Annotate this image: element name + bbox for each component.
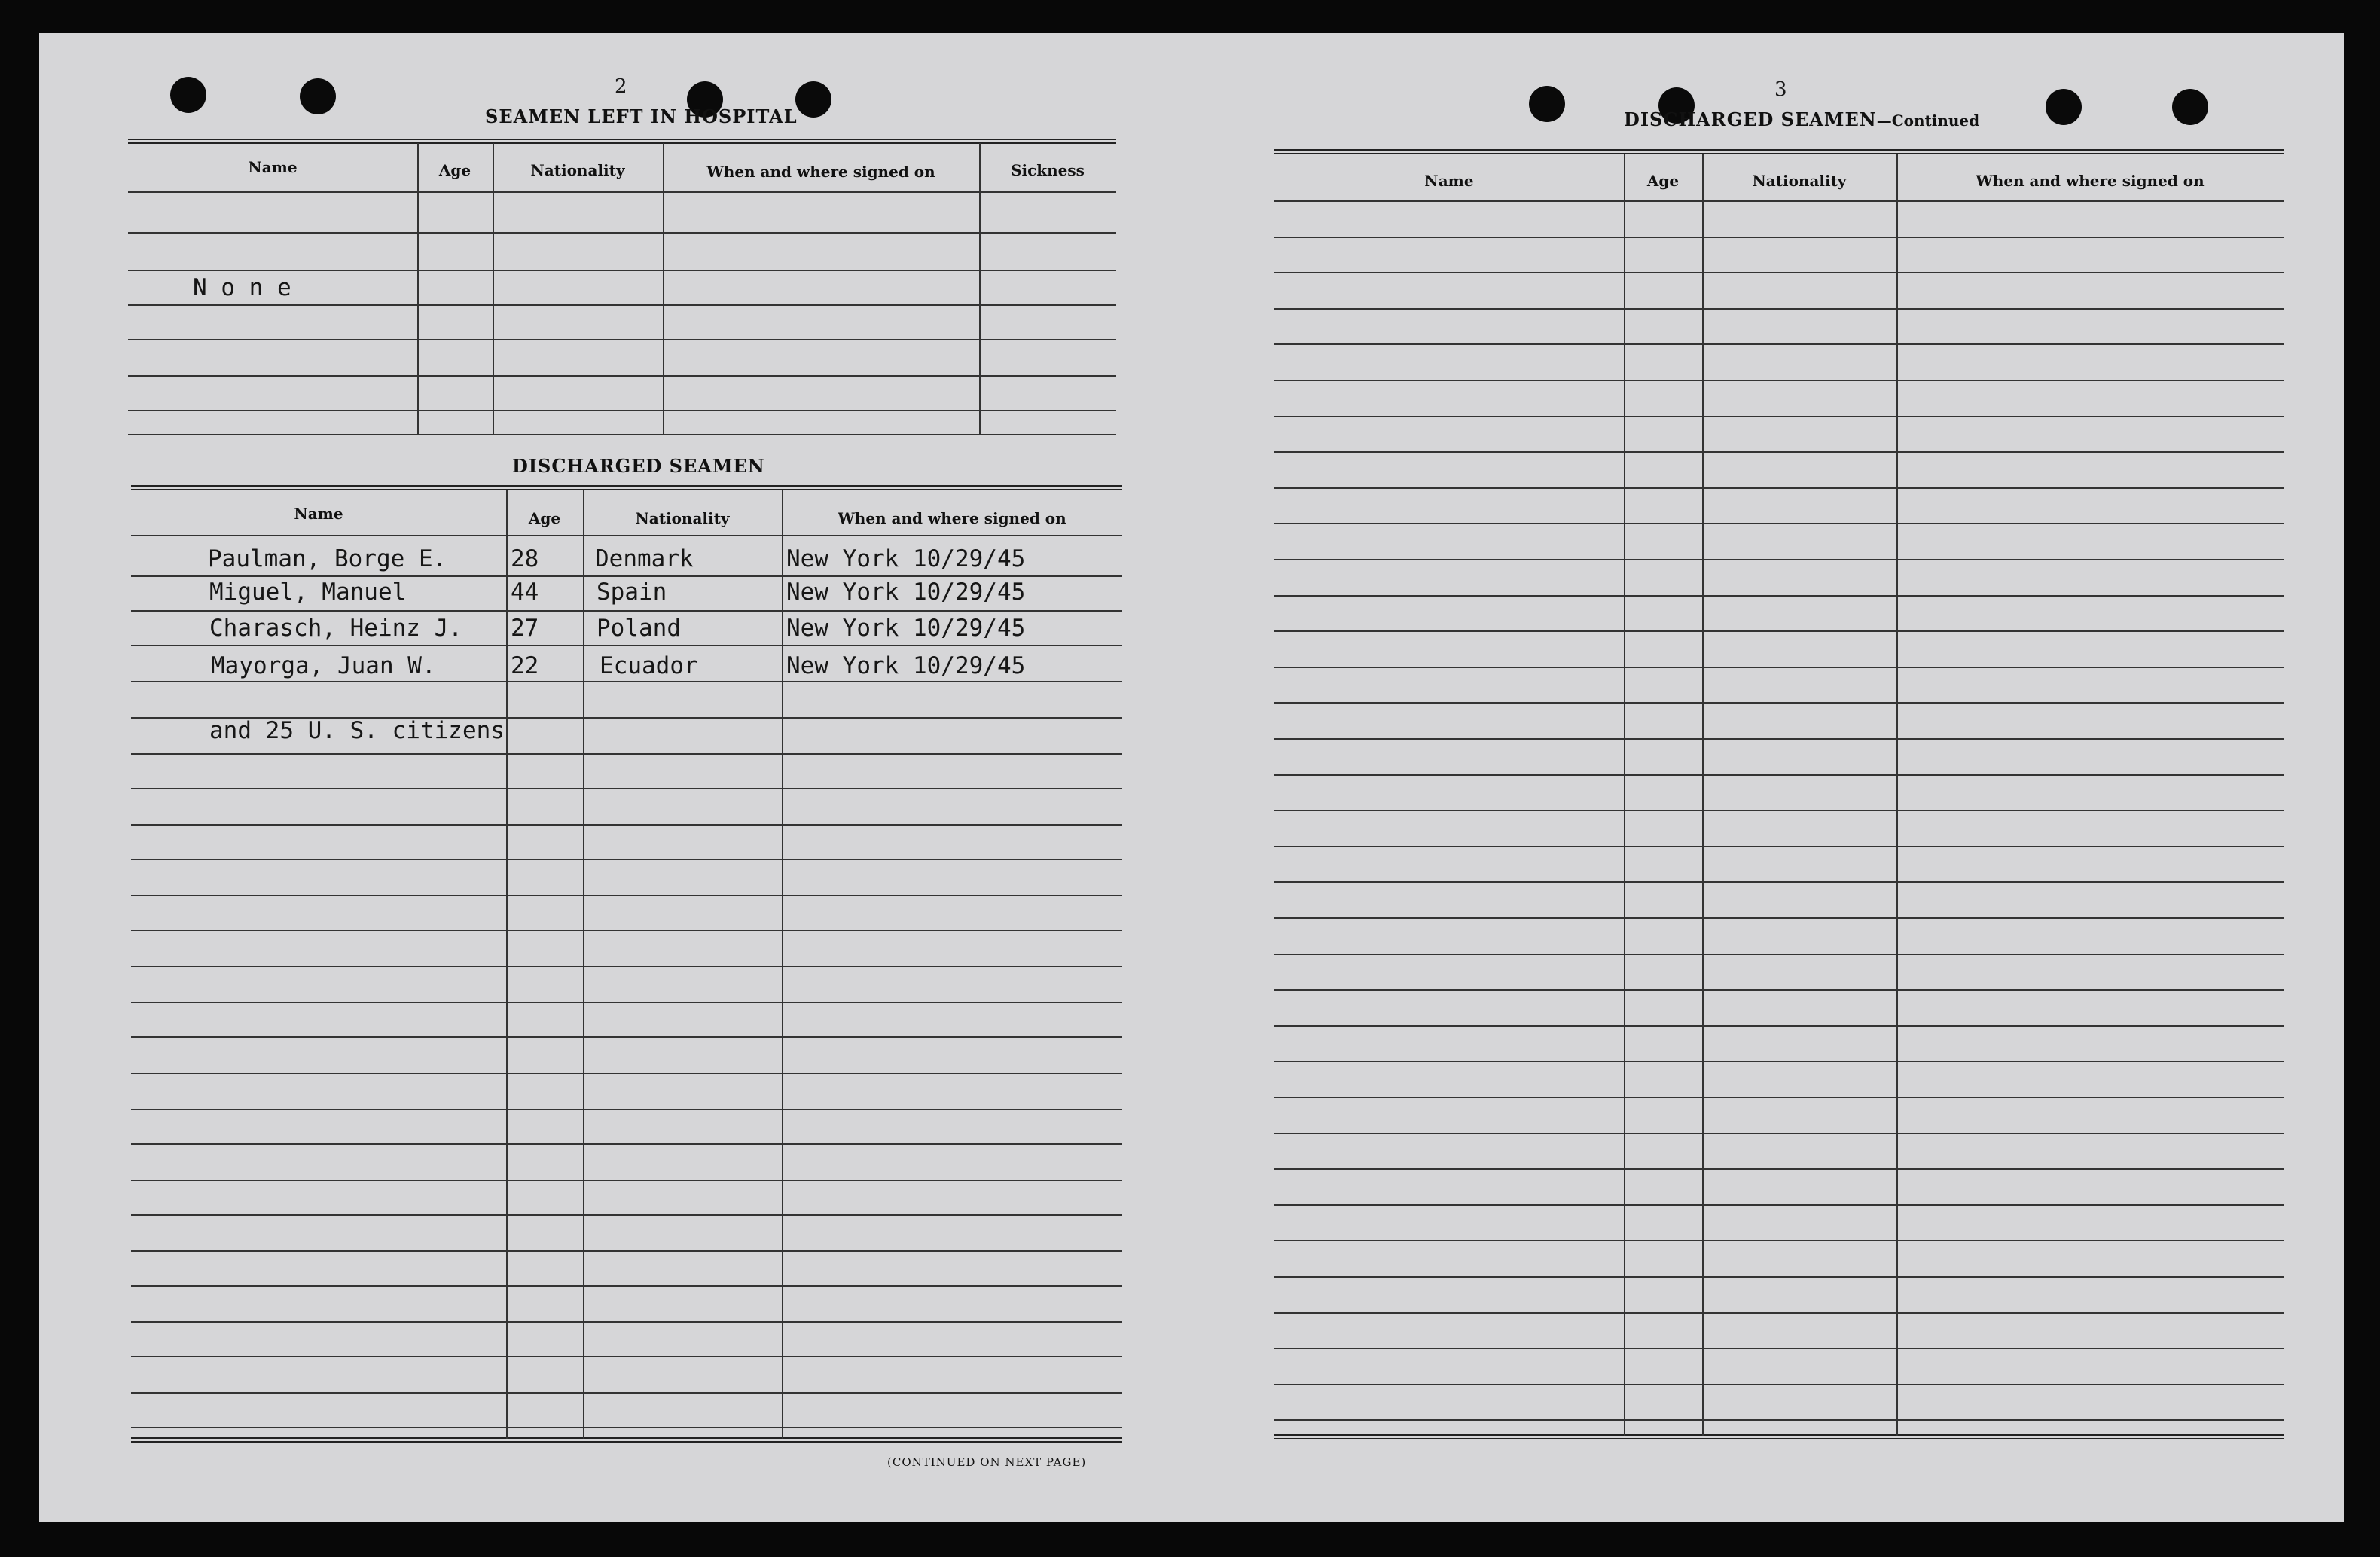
table-bottom-rule (131, 1437, 1122, 1443)
page-number: 3 (1774, 78, 1787, 101)
row-rule (1274, 1168, 2284, 1170)
row-rule (1274, 630, 2284, 632)
row-rule (131, 1427, 1122, 1428)
continued-table (1274, 149, 2284, 1475)
column-rule (493, 143, 494, 435)
column-rule (979, 143, 981, 435)
column-rule (1702, 154, 1704, 1436)
seaman-age: 22 (511, 652, 539, 679)
row-rule (131, 610, 1122, 612)
continued-note: (CONTINUED ON NEXT PAGE) (887, 1455, 1087, 1469)
row-rule (1274, 738, 2284, 740)
seaman-signed-on: New York 10/29/45 (786, 579, 1026, 606)
header-name: Name (248, 158, 298, 176)
seaman-age: 44 (511, 579, 539, 606)
seaman-signed-on: New York 10/29/45 (786, 652, 1026, 679)
row-rule (131, 575, 1122, 577)
row-rule (1274, 1025, 2284, 1027)
header-signed-on: When and where signed on (1976, 172, 2205, 190)
row-rule (1274, 1097, 2284, 1098)
row-rule (1274, 881, 2284, 883)
header-nationality: Nationality (635, 509, 730, 527)
row-rule (131, 645, 1122, 646)
row-rule (1274, 595, 2284, 597)
row-rule (1274, 846, 2284, 847)
row-rule (131, 1214, 1122, 1216)
punch-hole (300, 78, 336, 114)
seaman-signed-on: New York 10/29/45 (786, 615, 1026, 642)
row-rule (1274, 1384, 2284, 1385)
row-rule (1274, 487, 2284, 489)
row-rule (128, 304, 1116, 306)
row-rule (1274, 1133, 2284, 1134)
header-nationality: Nationality (530, 161, 625, 179)
row-rule (1274, 343, 2284, 345)
column-rule (663, 143, 664, 435)
row-rule (1274, 1204, 2284, 1206)
row-rule (1274, 1419, 2284, 1421)
title-main: DISCHARGED SEAMEN (1624, 108, 1877, 130)
document-sheet (39, 33, 2344, 1522)
seaman-name: Paulman, Borge E. (208, 545, 447, 572)
header-name: Name (294, 505, 343, 523)
seaman-name: Mayorga, Juan W. (211, 652, 436, 679)
row-rule (1274, 200, 2284, 202)
row-rule (131, 1036, 1122, 1038)
row-rule (128, 375, 1116, 377)
row-rule (1274, 989, 2284, 991)
row-rule (131, 1002, 1122, 1003)
row-rule (131, 753, 1122, 755)
table-bottom-rule (1274, 1434, 2284, 1439)
row-rule (1274, 917, 2284, 919)
column-rule (782, 490, 783, 1439)
row-rule (128, 270, 1116, 271)
header-age: Age (438, 161, 471, 179)
seaman-name: Miguel, Manuel (209, 579, 407, 606)
row-rule (131, 1392, 1122, 1394)
row-rule (131, 1143, 1122, 1145)
hospital-section-title: SEAMEN LEFT IN HOSPITAL (485, 105, 798, 127)
row-rule (1274, 1240, 2284, 1241)
row-rule (1274, 380, 2284, 381)
header-name: Name (1424, 172, 1474, 190)
hospital-entry: N o n e (193, 274, 291, 301)
row-rule (131, 535, 1122, 536)
row-rule (1274, 1061, 2284, 1062)
row-rule (1274, 810, 2284, 811)
row-rule (1274, 667, 2284, 668)
table-top-rule (131, 485, 1122, 490)
row-rule (128, 434, 1116, 435)
punch-hole (2046, 89, 2082, 125)
punch-hole (795, 81, 831, 118)
table-top-rule (128, 139, 1116, 144)
row-rule (1274, 1348, 2284, 1349)
row-rule (128, 339, 1116, 340)
row-rule (1274, 237, 2284, 238)
column-rule (506, 490, 508, 1439)
punch-hole (1529, 86, 1565, 122)
row-rule (131, 1321, 1122, 1323)
row-rule (131, 1073, 1122, 1074)
page-number: 2 (615, 75, 627, 98)
row-rule (1274, 451, 2284, 453)
row-rule (131, 966, 1122, 967)
row-rule (1274, 774, 2284, 776)
seaman-age: 28 (511, 545, 539, 572)
column-rule (1624, 154, 1625, 1436)
citizens-note: and 25 U. S. citizens (209, 717, 505, 744)
title-suffix: —Continued (1876, 111, 1980, 130)
seaman-nationality: Denmark (595, 545, 694, 572)
discharged-table (131, 485, 1122, 1479)
header-sickness: Sickness (1011, 161, 1085, 179)
discharged-section-title: DISCHARGED SEAMEN (512, 455, 765, 477)
row-rule (1274, 954, 2284, 955)
seaman-age: 27 (511, 615, 539, 642)
column-rule (417, 143, 419, 435)
hospital-table (128, 139, 1116, 470)
punch-hole (2172, 89, 2208, 125)
row-rule (128, 410, 1116, 411)
column-rule (1896, 154, 1898, 1436)
row-rule (131, 859, 1122, 860)
row-rule (131, 824, 1122, 826)
seaman-nationality: Poland (597, 615, 681, 642)
row-rule (1274, 1276, 2284, 1278)
row-rule (1274, 308, 2284, 310)
column-rule (583, 490, 584, 1439)
row-rule (131, 1356, 1122, 1357)
row-rule (131, 930, 1122, 931)
row-rule (131, 681, 1122, 682)
row-rule (131, 788, 1122, 789)
header-signed-on: When and where signed on (706, 163, 935, 181)
row-rule (131, 1109, 1122, 1110)
row-rule (128, 232, 1116, 234)
punch-hole (170, 77, 206, 113)
row-rule (1274, 416, 2284, 417)
row-rule (131, 1180, 1122, 1181)
row-rule (131, 1285, 1122, 1287)
header-signed-on: When and where signed on (838, 509, 1066, 527)
seaman-signed-on: New York 10/29/45 (786, 545, 1026, 572)
row-rule (131, 895, 1122, 896)
row-rule (1274, 702, 2284, 704)
row-rule (1274, 523, 2284, 524)
seaman-nationality: Spain (597, 579, 667, 606)
header-age: Age (528, 509, 561, 527)
seaman-name: Charasch, Heinz J. (209, 615, 462, 642)
continued-section-title (1624, 108, 1979, 130)
header-age: Age (1646, 172, 1680, 190)
table-top-rule (1274, 149, 2284, 154)
row-rule (1274, 1312, 2284, 1314)
seaman-nationality: Ecuador (600, 652, 698, 679)
row-rule (1274, 272, 2284, 273)
row-rule (131, 1250, 1122, 1252)
row-rule (128, 191, 1116, 193)
header-nationality: Nationality (1752, 172, 1847, 190)
row-rule (1274, 559, 2284, 560)
